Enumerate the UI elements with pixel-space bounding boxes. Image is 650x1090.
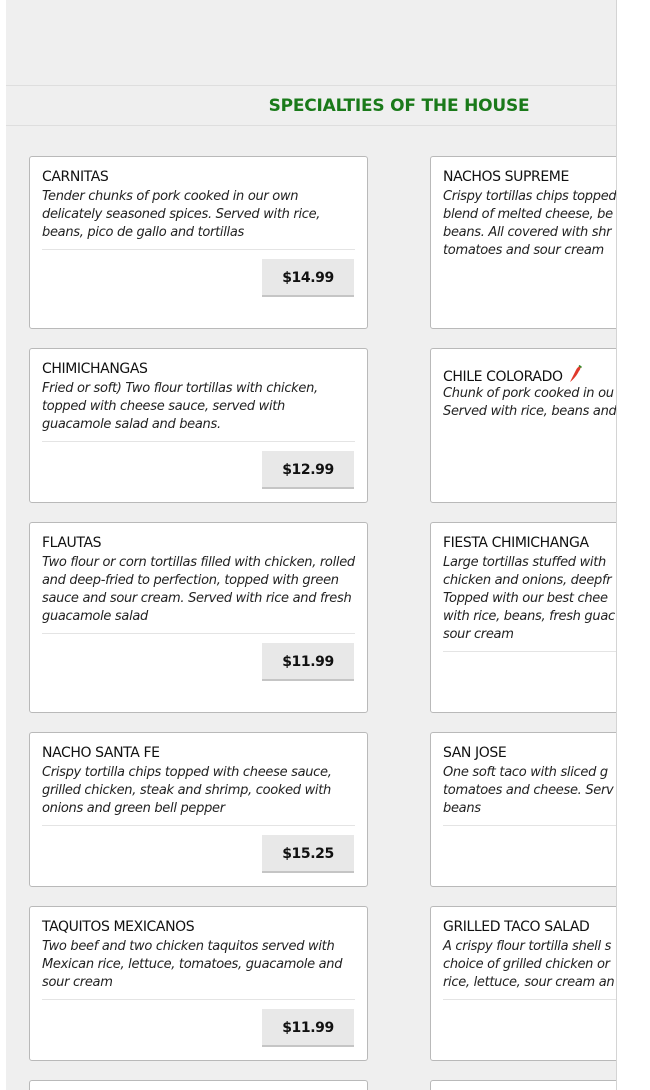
- menu-item-name: TAQUITOS MEXICANOS: [42, 919, 195, 935]
- menu-item-card-nachos-supreme: [430, 156, 617, 329]
- menu-item-description: A crispy flour tortilla shell s choice of grilled chicken or rice, lettuce, sour cream an: [443, 939, 615, 990]
- menu-item-description: Crispy tortilla chips topped with cheese sauce, grilled chicken, steak and shrimp, cooked with onions and green bell pepper: [42, 765, 332, 816]
- menu-item-card-san-jose: [430, 732, 617, 887]
- page-edge: [616, 0, 617, 1090]
- divider: [443, 999, 617, 1000]
- divider: [42, 999, 355, 1000]
- price-button-nacho-santa-fe[interactable]: $15.25: [262, 835, 354, 873]
- divider: [42, 249, 355, 250]
- price-button-taquitos-mexicanos[interactable]: $11.99: [262, 1009, 354, 1047]
- menu-item-name: GRILLED TACO SALAD: [443, 919, 590, 935]
- price-button-carnitas[interactable]: $14.99: [262, 259, 354, 297]
- divider: [42, 633, 355, 634]
- menu-item-card-taquitos-mexicanos: [29, 906, 368, 1061]
- menu-item-name: NACHO SANTA FE: [42, 745, 160, 761]
- menu-item-card-carnitas: [29, 156, 368, 329]
- price-button-chimichangas[interactable]: $12.99: [262, 451, 354, 489]
- menu-item-name: FIESTA CHIMICHANGA: [443, 535, 589, 551]
- menu-item-name: SAN JOSE: [443, 745, 507, 761]
- menu-item-card-grilled-taco-salad: [430, 906, 617, 1061]
- menu-item-card-chimichangas: [29, 348, 368, 503]
- divider: [42, 441, 355, 442]
- menu-item-card-flautas: [29, 522, 368, 713]
- divider: [443, 651, 617, 652]
- section-title: SPECIALTIES OF THE HOUSE: [268, 96, 530, 116]
- divider: [42, 825, 355, 826]
- menu-item-description: Tender chunks of pork cooked in our own delicately seasoned spices. Served with rice, beans, pico de gallo and tortillas: [42, 189, 321, 240]
- menu-item-name: FLAUTAS: [42, 535, 102, 551]
- menu-item-description: Fried or soft) Two flour tortillas with chicken, topped with cheese sauce, served with guacamole salad and beans.: [42, 381, 318, 432]
- menu-item-card-partial: [29, 1080, 368, 1090]
- divider: [443, 825, 617, 826]
- menu-item-name: CHILE COLORADO: [443, 365, 617, 385]
- menu-item-description: Crispy tortillas chips topped blend of melted cheese, be beans. All covered with shr tomatoes and sour cream: [443, 189, 617, 258]
- price-button-flautas[interactable]: $11.99: [262, 643, 354, 681]
- top-band: [6, 0, 617, 84]
- section-header: [6, 85, 617, 126]
- menu-item-description: Chunk of pork cooked in ou Served with rice, beans and: [443, 386, 617, 419]
- menu-viewport: [6, 0, 617, 1090]
- menu-item-card-fiesta-chimichanga: [430, 522, 617, 713]
- menu-item-description: Large tortillas stuffed with chicken and onions, deepfr Topped with our best chee with rice, beans, fresh guac sour cream: [443, 555, 615, 642]
- menu-item-card-nacho-santa-fe: [29, 732, 368, 887]
- menu-item-description: One soft taco with sliced g tomatoes and cheese. Serv beans: [443, 765, 614, 816]
- menu-item-card-chile-colorado: [430, 348, 617, 503]
- menu-item-card-partial: [430, 1080, 617, 1090]
- menu-item-name: CHIMICHANGAS: [42, 361, 148, 377]
- menu-item-description: Two beef and two chicken taquitos served with Mexican rice, lettuce, tomatoes, guacamole and sour cream: [42, 939, 343, 990]
- chili-pepper-icon: [569, 365, 582, 383]
- menu-item-name: CARNITAS: [42, 169, 109, 185]
- menu-item-description: Two flour or corn tortillas filled with chicken, rolled and deep-fried to perfection, topped with green sauce and sour cream. Served with rice and fresh guacamole salad: [42, 555, 355, 624]
- menu-item-name: NACHOS SUPREME: [443, 169, 569, 185]
